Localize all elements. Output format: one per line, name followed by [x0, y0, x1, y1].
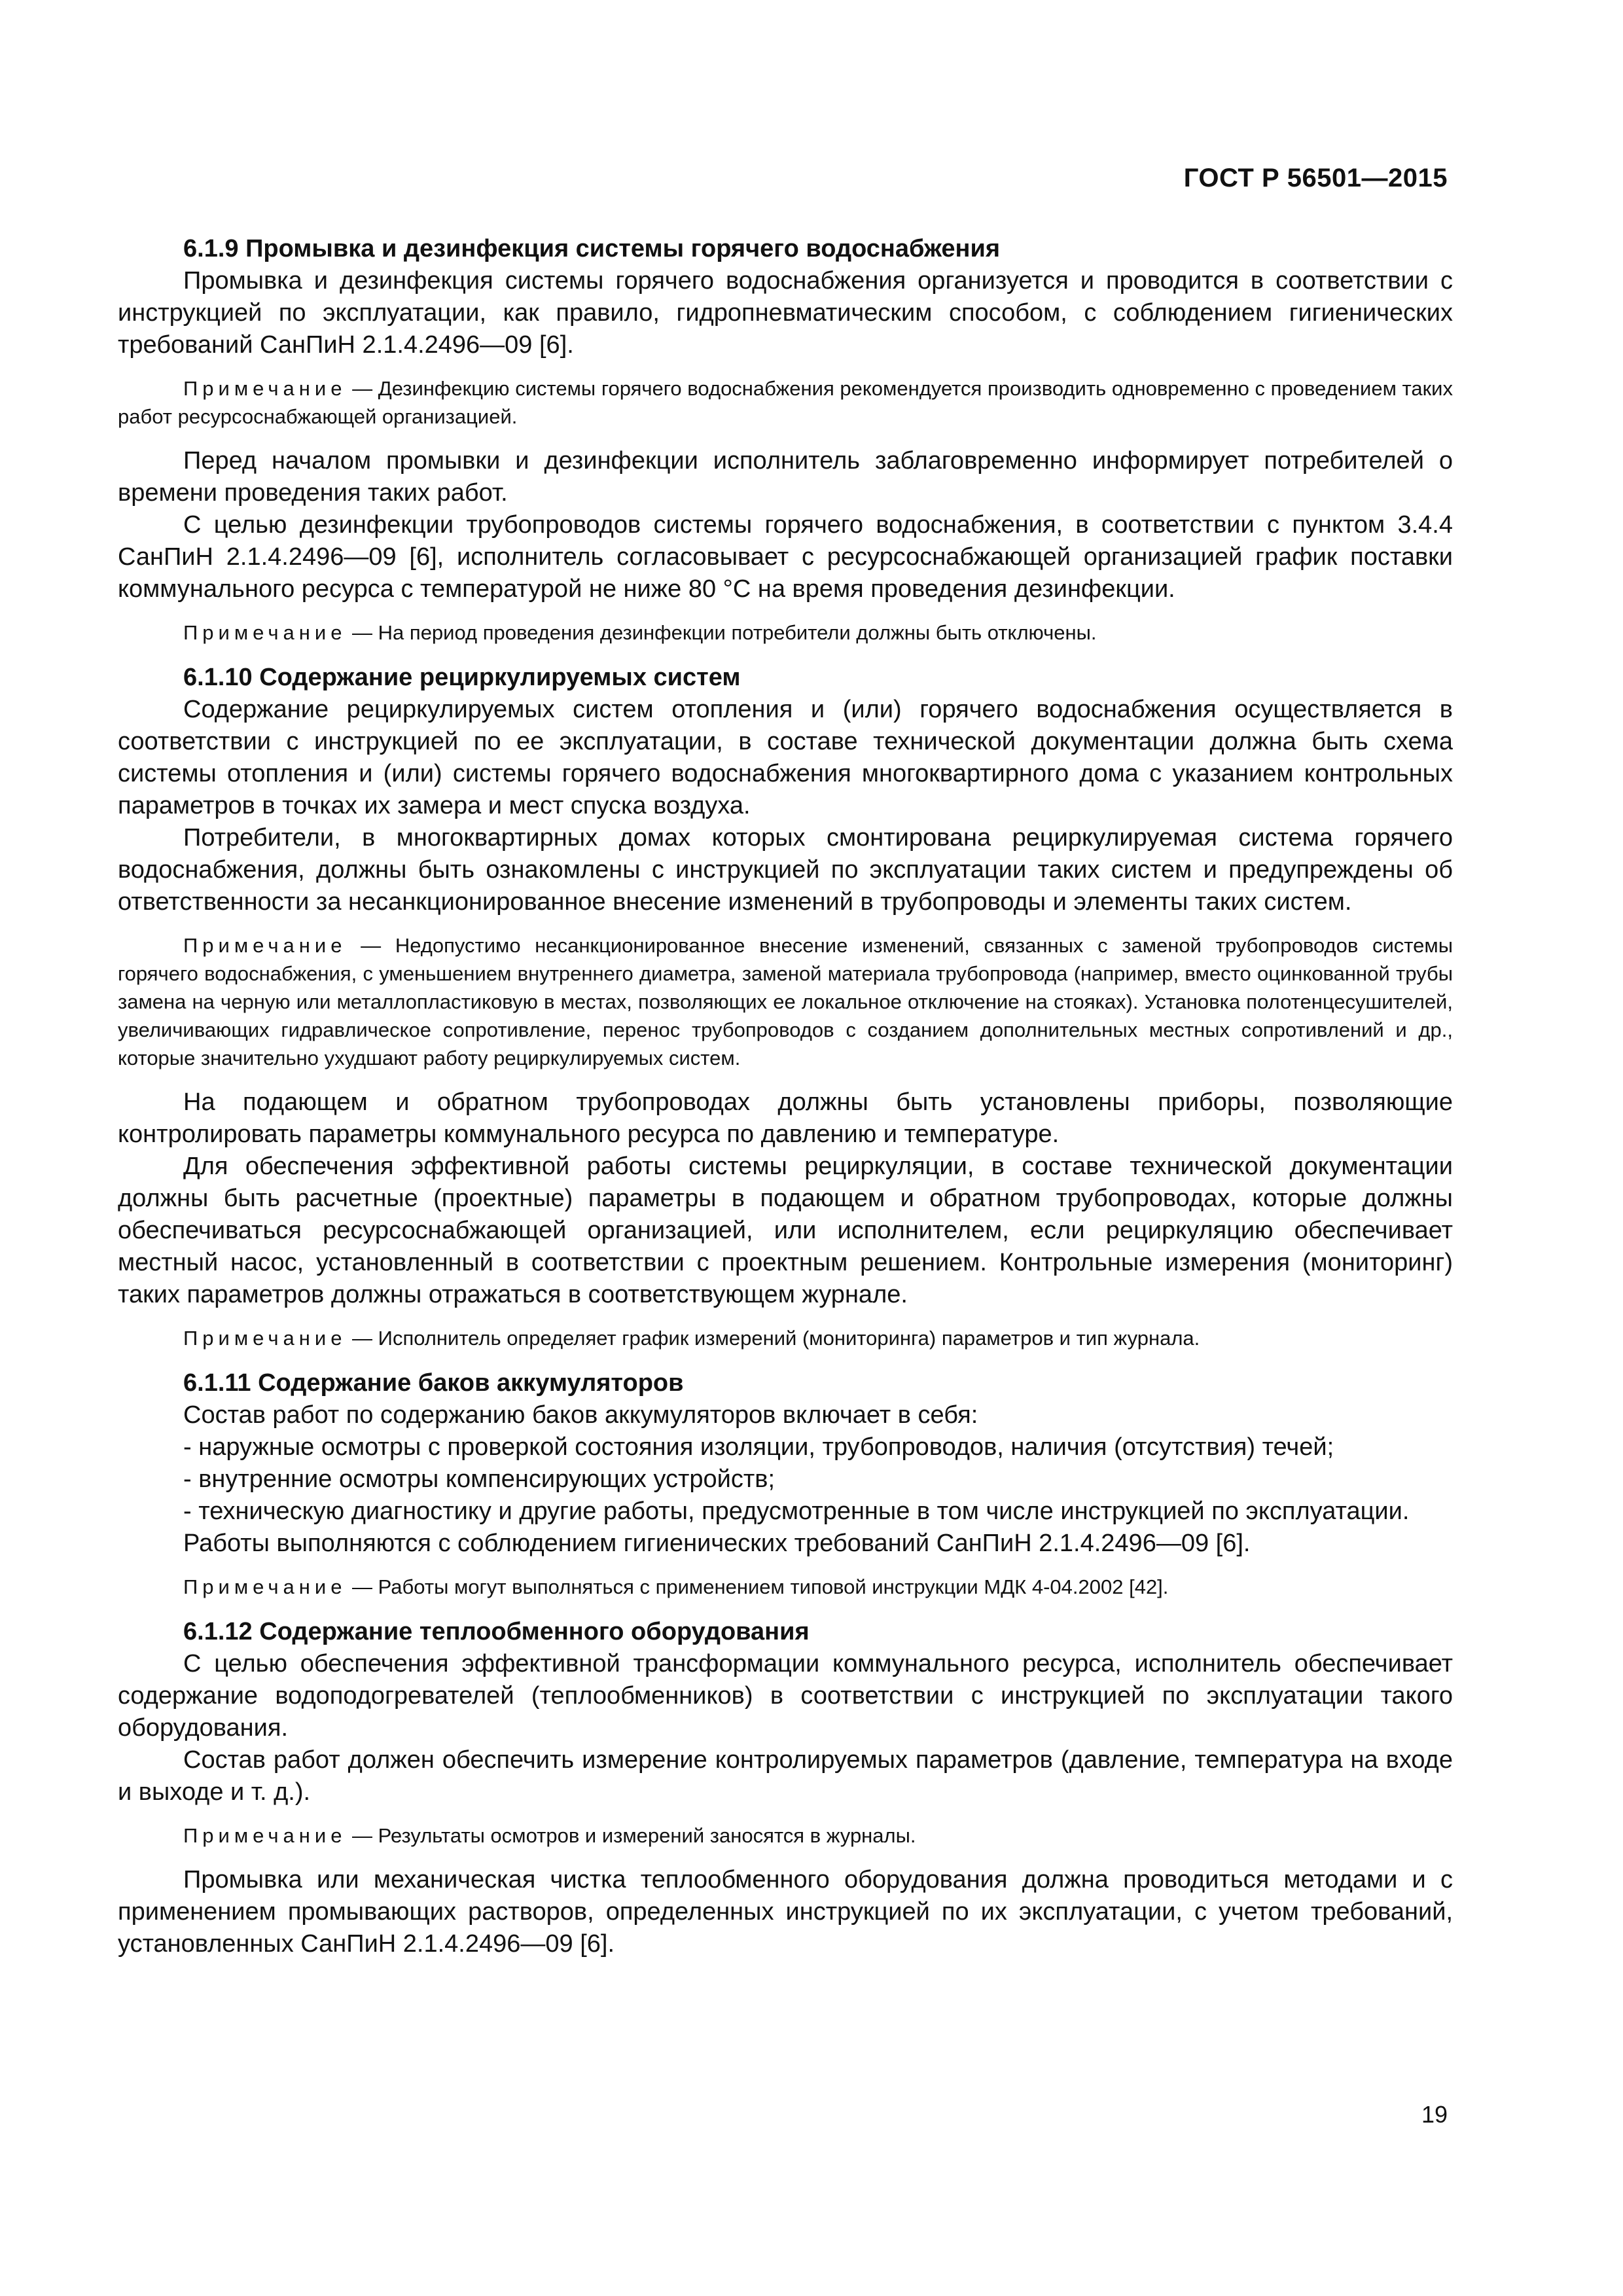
note-text: — Недопустимо несанкционированное внесение изменений, связанных с заменой трубопроводов системы горячего водоснабжения, с уменьшением внутреннего диаметра, заменой материала трубопровода (например, вместо оцинкованной трубы замена на черную или металлопластиковую в местах, позволяющих ее локальное отключение на стояках). Установка полотенцесушителей, увеличивающих гидравлическое сопротивление, перенос трубопроводов с созданием дополнительных местных сопротивлений и др., которые значительно ухудшают работу рециркулируемых систем. [118, 934, 1453, 1069]
note [118, 1821, 1453, 1850]
paragraph: Работы выполняются с соблюдением гигиенических требований СанПиН 2.1.4.2496—09 [6]. [183, 1530, 1251, 1557]
list-item: - техническую диагностику и другие работы, предусмотренные в том числе инструкцией по эксплуатации. [183, 1498, 1410, 1525]
paragraph: Для обеспечения эффективной работы системы рециркуляции, в составе технической документации должны быть расчетные (проектные) параметры в подающем и обратном трубопроводах, которые должны обеспечиваться ресурсоснабжающей организацией, или исполнителем, если рециркуляцию обеспечивает местный насос, установленный в соответствии с проектным решением. Контрольные измерения (мониторинг) таких параметров должны отражаться в соответствующем журнале. [118, 1153, 1453, 1308]
list-item: - наружные осмотры с проверкой состояния изоляции, трубопроводов, наличия (отсутствия) течей; [183, 1433, 1334, 1461]
note-text: — На период проведения дезинфекции потребители должны быть отключены. [346, 621, 1097, 644]
paragraph: Потребители, в многоквартирных домах которых смонтирована рециркулируемая система горячего водоснабжения, должны быть ознакомлены с инструкцией по эксплуатации таких систем и предупреждены об ответственности за несанкционированное внесение изменений в трубопроводы и элементы таких систем. [118, 824, 1453, 916]
note-label: Примечание [183, 377, 347, 400]
section-heading-6-1-11: 6.1.11 Содержание баков аккумуляторов [183, 1369, 684, 1397]
note-label: Примечание [183, 621, 347, 644]
page-number: 19 [1421, 2101, 1448, 2128]
note [118, 619, 1453, 647]
note [118, 931, 1453, 1072]
paragraph: Промывка и дезинфекция системы горячего водоснабжения организуется и проводится в соответствии с инструкцией по эксплуатации, как правило, гидропневматическим способом, с соблюдением гигиенических требований СанПиН 2.1.4.2496—09 [6]. [118, 267, 1453, 359]
paragraph: Состав работ должен обеспечить измерение контролируемых параметров (давление, температура на входе и выходе и т. д.). [118, 1746, 1453, 1806]
note-label: Примечание [183, 934, 347, 957]
note [118, 1324, 1453, 1352]
note-text: — Дезинфекцию системы горячего водоснабжения рекомендуется производить одновременно с проведением таких работ ресурсоснабжающей организацией. [118, 377, 1453, 428]
paragraph: Содержание рециркулируемых систем отопления и (или) горячего водоснабжения осуществляется в соответствии с инструкцией по ее эксплуатации, в составе технической документации должна быть схема системы отопления и (или) системы горячего водоснабжения многоквартирного дома с указанием контрольных параметров в точках их замера и мест спуска воздуха. [118, 696, 1453, 819]
paragraph: С целью обеспечения эффективной трансформации коммунального ресурса, исполнитель обеспечивает содержание водоподогревателей (теплообменников) в соответствии с инструкцией по эксплуатации такого оборудования. [118, 1650, 1453, 1742]
note-label: Примечание [183, 1327, 347, 1350]
paragraph: С целью дезинфекции трубопроводов системы горячего водоснабжения, в соответствии с пунктом 3.4.4 СанПиН 2.1.4.2496—09 [6], исполнитель согласовывает с ресурсоснабжающей организацией график поставки коммунального ресурса с температурой не ниже 80 °С на время проведения дезинфекции. [118, 511, 1453, 603]
note [118, 374, 1453, 431]
paragraph: Перед началом промывки и дезинфекции исполнитель заблаговременно информирует потребителей о времени проведения таких работ. [118, 447, 1453, 507]
note-text: — Работы могут выполняться с применением типовой инструкции МДК 4-04.2002 [42]. [346, 1575, 1169, 1598]
paragraph: Промывка или механическая чистка теплообменного оборудования должна проводиться методами и с применением промывающих растворов, определенных инструкцией по их эксплуатации, с учетом требований, установленных СанПиН 2.1.4.2496—09 [6]. [118, 1866, 1453, 1958]
section-heading-6-1-12: 6.1.12 Содержание теплообменного оборудования [183, 1618, 810, 1645]
section-heading-6-1-10: 6.1.10 Содержание рециркулируемых систем [183, 664, 741, 691]
note-label: Примечание [183, 1824, 347, 1847]
paragraph: На подающем и обратном трубопроводах должны быть установлены приборы, позволяющие контролировать параметры коммунального ресурса по давлению и температуре. [118, 1088, 1453, 1148]
document-header-id: ГОСТ Р 56501—2015 [1183, 164, 1448, 192]
note-label: Примечание [183, 1575, 347, 1598]
note-text: — Исполнитель определяет график измерений (мониторинга) параметров и тип журнала. [346, 1327, 1200, 1350]
paragraph: Состав работ по содержанию баков аккумуляторов включает в себя: [183, 1401, 978, 1429]
note-text: — Результаты осмотров и измерений заносятся в журналы. [346, 1824, 916, 1847]
list-item: - внутренние осмотры компенсирующих устройств; [183, 1465, 776, 1493]
note [118, 1573, 1453, 1601]
section-heading-6-1-9: 6.1.9 Промывка и дезинфекция системы горячего водоснабжения [183, 235, 1001, 262]
document-body [118, 232, 1453, 1960]
